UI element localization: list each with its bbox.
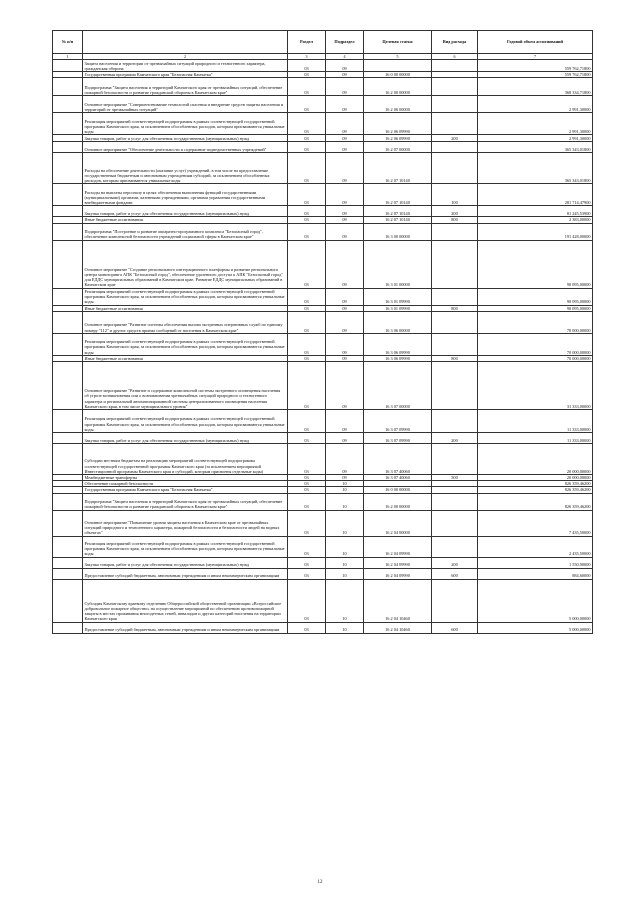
row-csr-cell: 16 2 07 10140 [364,217,432,223]
row-vr-cell [432,333,478,355]
row-name-cell: Защита населения и территории от чрезвычайных ситуаций природного и техногенного характера, гражданская оборона [83,60,288,72]
row-razdel-cell: 03 [288,223,326,240]
row-csr-cell: 16 3 01 09990 [364,288,432,305]
row-csr-cell: 16 3 01 09990 [364,305,432,311]
table-row [53,433,593,444]
row-podrazdel-cell: 09 [326,475,364,481]
row-vr-cell: 600 [432,568,478,579]
row-podrazdel-cell: 10 [326,487,364,493]
row-vr-cell [432,142,478,153]
row-podrazdel-cell: 09 [326,142,364,153]
row-razdel-cell: 03 [288,72,326,78]
row-razdel-cell: 03 [288,305,326,311]
row-razdel-cell: 03 [288,113,326,135]
row-razdel-cell: 03 [288,622,326,633]
table-row [53,184,593,206]
row-sum-cell: 90 095,00000 [478,305,593,311]
row-name-cell: Реализация мероприятий соответствующей подпрограммы в рамках соответствующей государственной программы Камчатского края, за исключением обособленных расходов, которым присваиваются уникальные коды [83,536,288,557]
row-sum-cell: 2 991,30000 [478,113,593,135]
row-sum-cell: 826 359,46200 [478,481,593,487]
row-sum-cell: 826 359,46200 [478,487,593,493]
table-row [53,362,593,410]
table-row [53,557,593,568]
row-sum-cell: 2 991,30000 [478,135,593,142]
row-number-cell [53,184,83,206]
row-podrazdel-cell: 10 [326,536,364,557]
budget-table [52,30,593,634]
row-razdel-cell: 03 [288,410,326,433]
row-vr-cell [432,410,478,433]
row-number-cell [53,557,83,568]
row-number-cell [53,223,83,240]
row-razdel-cell: 03 [288,355,326,361]
table-row [53,288,593,305]
row-number-cell [53,153,83,184]
table-row [53,135,593,142]
row-razdel-cell: 03 [288,206,326,217]
row-podrazdel-cell: 09 [326,206,364,217]
row-csr-cell: 16 2 06 09990 [364,113,432,135]
row-csr-cell: 16 3 07 09990 [364,433,432,444]
row-number-cell [53,579,83,622]
table-row [53,206,593,217]
index-cell: 1 [53,54,83,60]
row-number-cell [53,311,83,333]
row-podrazdel-cell: 09 [326,305,364,311]
row-sum-cell: 2 383,00000 [478,217,593,223]
row-vr-cell: 200 [432,135,478,142]
row-csr-cell: 16 2 07 10140 [364,153,432,184]
row-sum-cell: 90 095,00000 [478,288,593,305]
row-vr-cell [432,60,478,72]
table-row [53,444,593,475]
row-vr-cell: 800 [432,355,478,361]
row-csr-cell: 16 2 04 10460 [364,622,432,633]
row-podrazdel-cell: 09 [326,311,364,333]
row-number-cell [53,60,83,72]
row-sum-cell: 365 343,01800 [478,142,593,153]
row-vr-cell: 500 [432,475,478,481]
index-cell: 7 [478,54,593,60]
row-csr-cell: 16 3 06 09990 [364,355,432,361]
row-podrazdel-cell: 09 [326,433,364,444]
row-razdel-cell: 03 [288,475,326,481]
row-sum-cell: 368 334,71800 [478,78,593,96]
row-podrazdel-cell: 09 [326,72,364,78]
row-sum-cell: 281 714,47900 [478,184,593,206]
table-row [53,622,593,633]
row-name-cell: Основное мероприятие "Создание регионального интеграционного платформы и развитие регионального центра мониторинга АПК "Безопасный город", обеспечение удаленного доступа к АПК "Безопасный город" для ЕДДС муниципальных образований в Камчатском крае. Развитие ЕДДС муниципальных образований в Камчатском крае [83,240,288,288]
row-csr-cell: 16 3 07 40060 [364,444,432,475]
row-podrazdel-cell: 10 [326,510,364,536]
table-row [53,223,593,240]
row-vr-cell [432,113,478,135]
table-row [53,142,593,153]
row-podrazdel-cell: 09 [326,240,364,288]
row-podrazdel-cell: 09 [326,96,364,113]
row-number-cell [53,135,83,142]
row-podrazdel-cell: 09 [326,135,364,142]
row-razdel-cell: 03 [288,153,326,184]
row-podrazdel-cell: 09 [326,355,364,361]
row-number-cell [53,142,83,153]
row-name-cell: Основное мероприятие "Повышение уровня защиты населения в Камчатском крае от чрезвычайных ситуаций природного и техногенного характера, пожарной безопасности и безопасности людей на водных объектах" [83,510,288,536]
row-vr-cell: 800 [432,305,478,311]
row-sum-cell: 826 359,46200 [478,493,593,510]
row-csr-cell: 16 3 06 00000 [364,311,432,333]
row-podrazdel-cell: 09 [326,362,364,410]
table-row [53,60,593,72]
row-sum-cell: 7 435,50000 [478,510,593,536]
row-sum-cell: 70 000,00000 [478,333,593,355]
row-csr-cell: 16 3 01 00000 [364,240,432,288]
table-row [53,153,593,184]
page-number: 12 [317,880,323,885]
row-number-cell [53,510,83,536]
table-row [53,311,593,333]
row-podrazdel-cell: 09 [326,444,364,475]
row-sum-cell: 559 762,71800 [478,60,593,72]
row-name-cell: Субсидии местным бюджетам на реализацию мероприятий соответствующей подпрограммы соответствующей государственной программы Камчатского края (за исключением мероприятий Инвестиционной программы Камчатского края и субсидий, которым присвоены отдельные коды) [83,444,288,475]
row-name-cell: Иные бюджетные ассигнования [83,355,288,361]
row-name-cell: Обеспечение пожарной безопасности [83,481,288,487]
row-sum-cell: 2 991,30000 [478,96,593,113]
row-sum-cell: 191 428,00000 [478,223,593,240]
row-csr-cell: 16 0 00 00000 [364,487,432,493]
row-podrazdel-cell: 09 [326,333,364,355]
col-header-podrazdel: Подраздел [326,31,364,54]
row-razdel-cell: 03 [288,444,326,475]
table-row [53,493,593,510]
row-name-cell: Иные бюджетные ассигнования [83,217,288,223]
row-sum-cell: 5 000,00000 [478,622,593,633]
row-sum-cell: 11 333,00000 [478,433,593,444]
row-podrazdel-cell: 10 [326,557,364,568]
row-podrazdel-cell: 09 [326,217,364,223]
row-number-cell [53,410,83,433]
row-sum-cell: 365 343,01800 [478,153,593,184]
row-razdel-cell: 03 [288,333,326,355]
row-vr-cell [432,240,478,288]
row-razdel-cell: 03 [288,142,326,153]
row-sum-cell: 81 245,53900 [478,206,593,217]
index-cell: 5 [364,54,432,60]
row-number-cell [53,240,83,288]
row-number-cell [53,96,83,113]
row-name-cell: Иные бюджетные ассигнования [83,305,288,311]
row-name-cell: Основное мероприятие "Совершенствование технологий спасения и внедрение средств защиты населения и территорий от чрезвычайных ситуаций" [83,96,288,113]
table-row [53,113,593,135]
row-name-cell: Основное мероприятие "Обеспечение деятельности и содержание подведомственных учреждений" [83,142,288,153]
row-vr-cell [432,288,478,305]
row-name-cell: Расходы на обеспечение деятельности (оказание услуг) учреждений, в том числе на предоставление государственным бюджетным и автономным учреждениям субсидий, за исключением обособленных расходов, которым присваиваются уникальные коды [83,153,288,184]
row-name-cell: Реализация мероприятий соответствующей подпрограммы в рамках соответствующей государственной программы Камчатского края, за исключением обособленных расходов, которым присваиваются уникальные коды [83,288,288,305]
table-row [53,579,593,622]
table-row [53,510,593,536]
row-csr-cell: 16 2 04 00000 [364,510,432,536]
row-razdel-cell: 03 [288,487,326,493]
row-vr-cell: 800 [432,217,478,223]
col-header-no: № п/п [53,31,83,54]
row-vr-cell [432,536,478,557]
row-name-cell: Реализация мероприятий соответствующей подпрограммы в рамках соответствующей государственной программы Камчатского края, за исключением обособленных расходов, которым присваиваются уникальные коды [83,333,288,355]
col-header-csr: Целевая статья [364,31,432,54]
row-podrazdel-cell: 10 [326,481,364,487]
row-number-cell [53,78,83,96]
row-razdel-cell: 03 [288,60,326,72]
index-cell: 3 [288,54,326,60]
row-name-cell: Государственная программа Камчатского края "Безопасная Камчатка" [83,487,288,493]
row-number-cell [53,568,83,579]
col-header-vr: Вид расхода [432,31,478,54]
row-number-cell [53,206,83,217]
row-razdel-cell: 03 [288,481,326,487]
table-row [53,96,593,113]
index-cell: 2 [83,54,288,60]
row-name-cell: Субсидия Камчатскому краевому отделению Общероссийской общественной организации «Всероссийское добровольное пожарное общество» на осуществление мероприятий по обеспечению противопожарной защиты в местах проживания многодетных семей, инвалидов и других категорий населения на территории Камчатского края [83,579,288,622]
col-header-razdel: Раздел [288,31,326,54]
row-vr-cell [432,493,478,510]
table-row [53,410,593,433]
table-row [53,333,593,355]
table-row [53,78,593,96]
row-razdel-cell: 03 [288,536,326,557]
row-razdel-cell: 03 [288,493,326,510]
row-name-cell: Государственная программа Камчатского края "Безопасная Камчатка" [83,72,288,78]
row-number-cell [53,433,83,444]
row-sum-cell: 31 333,00000 [478,362,593,410]
row-number-cell [53,444,83,475]
row-razdel-cell: 03 [288,362,326,410]
row-razdel-cell: 03 [288,568,326,579]
row-vr-cell: 200 [432,557,478,568]
row-csr-cell: 16 3 06 09990 [364,333,432,355]
row-csr-cell: 16 2 06 00000 [364,96,432,113]
row-name-cell: Подпрограмма "Построение и развитие аппаратно-программного комплекса "Безопасный город", обеспечение комплексной безопасности учреждений социальной сферы в Камчатском крае" [83,223,288,240]
row-name-cell: Основное мероприятие "Развитие и содержание комплексной системы экстренного оповещения населения об угрозе возникновения или о возникновении чрезвычайных ситуаций природного и техногенного характера и региональной автоматизированной системы централизованного оповещения населения Камчатского края, в том числе муниципального уровня" [83,362,288,410]
row-csr-cell: 16 3 07 09990 [364,410,432,433]
row-name-cell: Предоставление субсидий бюджетным, автономным учреждениям и иным некоммерческим организациям [83,622,288,633]
row-csr-cell: 16 3 07 40060 [364,475,432,481]
row-csr-cell: 16 2 04 09990 [364,568,432,579]
row-vr-cell [432,153,478,184]
row-vr-cell [432,78,478,96]
row-vr-cell: 200 [432,206,478,217]
row-podrazdel-cell: 09 [326,184,364,206]
row-csr-cell: 16 2 00 00000 [364,493,432,510]
row-number-cell [53,333,83,355]
row-number-cell [53,536,83,557]
row-vr-cell [432,223,478,240]
row-name-cell: Основное мероприятие "Развитие системы обеспечения вызова экстренных оперативных служб по единому номеру "112" и других средств приема сообщений от населения в Камчатском крае" [83,311,288,333]
row-sum-cell: 559 762,71800 [478,72,593,78]
row-number-cell [53,493,83,510]
row-csr-cell [364,60,432,72]
row-name-cell: Закупка товаров, работ и услуг для обеспечения государственных (муниципальных) нужд [83,557,288,568]
row-csr-cell: 16 2 00 00000 [364,78,432,96]
row-razdel-cell: 03 [288,78,326,96]
row-podrazdel-cell: 10 [326,568,364,579]
row-csr-cell: 16 2 04 09990 [364,536,432,557]
budget-table-sheet [52,30,592,634]
row-csr-cell: 16 0 00 00000 [364,72,432,78]
row-sum-cell: 70 000,00000 [478,311,593,333]
row-number-cell [53,622,83,633]
row-sum-cell: 884,60000 [478,568,593,579]
row-razdel-cell: 03 [288,557,326,568]
row-podrazdel-cell: 09 [326,288,364,305]
row-vr-cell: 600 [432,622,478,633]
row-sum-cell: 20 000,00000 [478,444,593,475]
row-razdel-cell: 03 [288,184,326,206]
row-razdel-cell: 03 [288,217,326,223]
row-name-cell: Межбюджетные трансферты [83,475,288,481]
row-number-cell [53,288,83,305]
row-name-cell: Реализация мероприятий соответствующей подпрограммы в рамках соответствующей государственной программы Камчатского края, за исключением обособленных расходов, которым присваиваются уникальные коды [83,113,288,135]
table-body [53,60,593,633]
row-name-cell: Реализация мероприятий соответствующей подпрограммы в рамках соответствующей государственной программы Камчатского края, за исключением обособленных расходов, которым присваиваются уникальные коды [83,410,288,433]
row-vr-cell [432,444,478,475]
col-header-name [83,31,288,54]
row-vr-cell [432,510,478,536]
row-vr-cell [432,362,478,410]
row-podrazdel-cell: 10 [326,622,364,633]
index-cell: 4 [326,54,364,60]
row-vr-cell: 100 [432,184,478,206]
row-name-cell: Закупка товаров, работ и услуг для обеспечения государственных (муниципальных) нужд [83,206,288,217]
row-podrazdel-cell: 10 [326,493,364,510]
row-podrazdel-cell: 09 [326,153,364,184]
row-name-cell: Предоставление субсидий бюджетным, автономным учреждениям и иным некоммерческим организациям [83,568,288,579]
row-csr-cell: 16 2 07 00000 [364,142,432,153]
row-razdel-cell: 03 [288,510,326,536]
row-razdel-cell: 03 [288,311,326,333]
row-podrazdel-cell: 09 [326,60,364,72]
row-name-cell: Закупка товаров, работ и услуг для обеспечения государственных (муниципальных) нужд [83,135,288,142]
row-razdel-cell: 03 [288,135,326,142]
row-razdel-cell: 03 [288,240,326,288]
row-razdel-cell: 03 [288,96,326,113]
table-row [53,536,593,557]
row-csr-cell: 16 2 04 10460 [364,579,432,622]
row-name-cell: Закупка товаров, работ и услуг для обеспечения государственных (муниципальных) нужд [83,433,288,444]
row-sum-cell: 20 000,00000 [478,475,593,481]
row-csr-cell: 16 3 07 00000 [364,362,432,410]
row-vr-cell: 200 [432,433,478,444]
row-podrazdel-cell: 09 [326,78,364,96]
row-sum-cell: 2 435,50000 [478,536,593,557]
col-header-sum: Годовой объем ассигнований [478,31,593,54]
row-razdel-cell: 03 [288,579,326,622]
row-razdel-cell: 03 [288,288,326,305]
row-sum-cell: 90 095,00000 [478,240,593,288]
header-row [53,31,593,54]
index-cell: 6 [432,54,478,60]
row-name-cell: Подпрограмма "Защита населения и территорий Камчатского края от чрезвычайных ситуаций, обеспечение пожарной безопасности и развитие гражданской обороны в Камчатском крае" [83,78,288,96]
row-vr-cell [432,96,478,113]
row-vr-cell [432,311,478,333]
row-name-cell: Подпрограмма "Защита населения и территорий Камчатского края от чрезвычайных ситуаций, обеспечение пожарной безопасности и развитие гражданской обороны в Камчатском крае" [83,493,288,510]
table-row [53,568,593,579]
row-podrazdel-cell: 09 [326,113,364,135]
row-podrazdel-cell: 09 [326,410,364,433]
row-podrazdel-cell: 10 [326,579,364,622]
row-vr-cell [432,579,478,622]
row-razdel-cell: 03 [288,433,326,444]
row-csr-cell: 16 3 00 00000 [364,223,432,240]
row-csr-cell: 16 2 06 09990 [364,135,432,142]
row-sum-cell: 11 333,00000 [478,410,593,433]
row-sum-cell: 1 550,90000 [478,557,593,568]
row-name-cell: Расходы на выплаты персоналу в целях обеспечения выполнения функций государственными (муниципальными) органами, казенными учреждениями, органами управления государственными внебюджетными фондами [83,184,288,206]
row-sum-cell: 5 000,00000 [478,579,593,622]
row-sum-cell: 70 000,00000 [478,355,593,361]
row-number-cell [53,113,83,135]
row-number-cell [53,362,83,410]
row-csr-cell: 16 2 07 10140 [364,206,432,217]
row-podrazdel-cell: 09 [326,223,364,240]
row-csr-cell: 16 2 04 09990 [364,557,432,568]
table-row [53,240,593,288]
row-csr-cell: 16 2 07 10140 [364,184,432,206]
